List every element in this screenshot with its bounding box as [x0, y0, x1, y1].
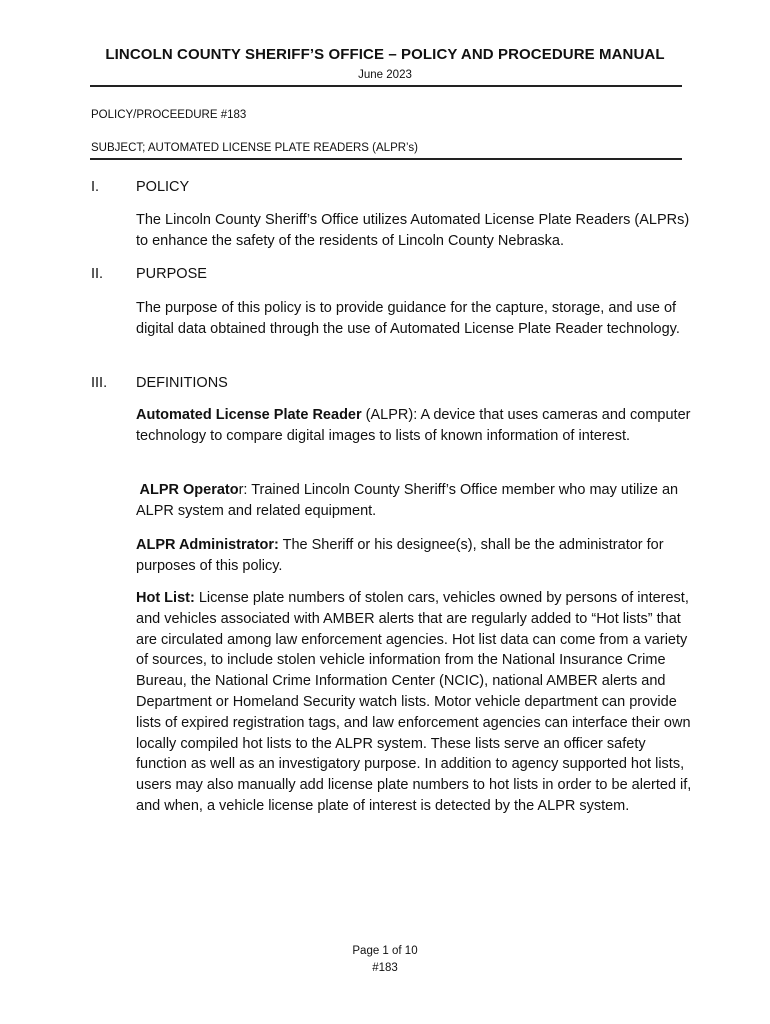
section-heading-policy: POLICY [136, 179, 190, 195]
section-number-policy: I. [91, 179, 100, 195]
definition-term: Automated License Plate Reader [136, 407, 362, 423]
definition-alpr-operator [136, 480, 692, 522]
section-number-purpose: II. [91, 266, 104, 282]
footer-doc-number: #183 [372, 962, 398, 974]
definition-text: The Sheriff or his designee(s), shall be the administrator for purposes of this policy. [136, 537, 664, 574]
policy-number: POLICY/PROCEEDURE #183 [91, 109, 247, 121]
definition-term: ALPR Administrator: [136, 537, 279, 553]
section-heading-definitions: DEFINITIONS [136, 375, 228, 391]
policy-text: The Lincoln County Sheriff’s Office utilizes Automated License Plate Readers (ALPRs) to enhance the safety of the residents of Lincoln County Nebraska. [136, 212, 690, 249]
manual-date: June 2023 [358, 69, 412, 81]
definition-text: r: Trained Lincoln County Sheriff’s Office member who may utilize an ALPR system and related equipment. [136, 482, 679, 519]
definition-alpr-administrator [136, 535, 692, 577]
manual-title: LINCOLN COUNTY SHERIFF’S OFFICE – POLICY AND PROCEDURE MANUAL [105, 46, 665, 63]
definition-text: License plate numbers of stolen cars, vehicles owned by persons of interest, and vehicles associated with AMBER alerts that are regularly added to “Hot lists” that are circulated among law enforcement agencies. Hot list data can come from a variety of sources, to include stolen vehicle information from the National Insurance Crime Bureau, the National Crime Information Center (NCIC), national AMBER alerts and Department or Homeland Security watch lists. Motor vehicle department can provide lists of expired registration tags, and law enforcement agencies can interface their own locally compiled hot lists to the ALPR system. These lists serve an officer safety function as well as an investigatory purpose. In addition to agency supported hot lists, users may also manually add license plate numbers to hot lists in order to be alerted if, and when, a vehicle license plate of interest is detected by the ALPR system. [136, 590, 692, 814]
policy-subject: SUBJECT; AUTOMATED LICENSE PLATE READERS (ALPR’s) [91, 142, 418, 154]
definition-text: (ALPR): A device that uses cameras and computer technology to compare digital images to lists of known information of interest. [136, 407, 691, 444]
definition-term: Hot List: [136, 590, 195, 606]
definition-term: ALPR Operato [136, 482, 239, 498]
subject-divider [90, 158, 682, 160]
section-number-definitions: III. [91, 375, 108, 391]
purpose-text: The purpose of this policy is to provide guidance for the capture, storage, and use of digital data obtained through the use of Automated License Plate Reader technology. [136, 300, 680, 337]
definition-hot-list [136, 588, 692, 817]
page-number: Page 1 of 10 [352, 945, 418, 957]
section-heading-purpose: PURPOSE [136, 266, 207, 282]
definition-alpr [136, 405, 692, 447]
header-divider [90, 85, 682, 87]
